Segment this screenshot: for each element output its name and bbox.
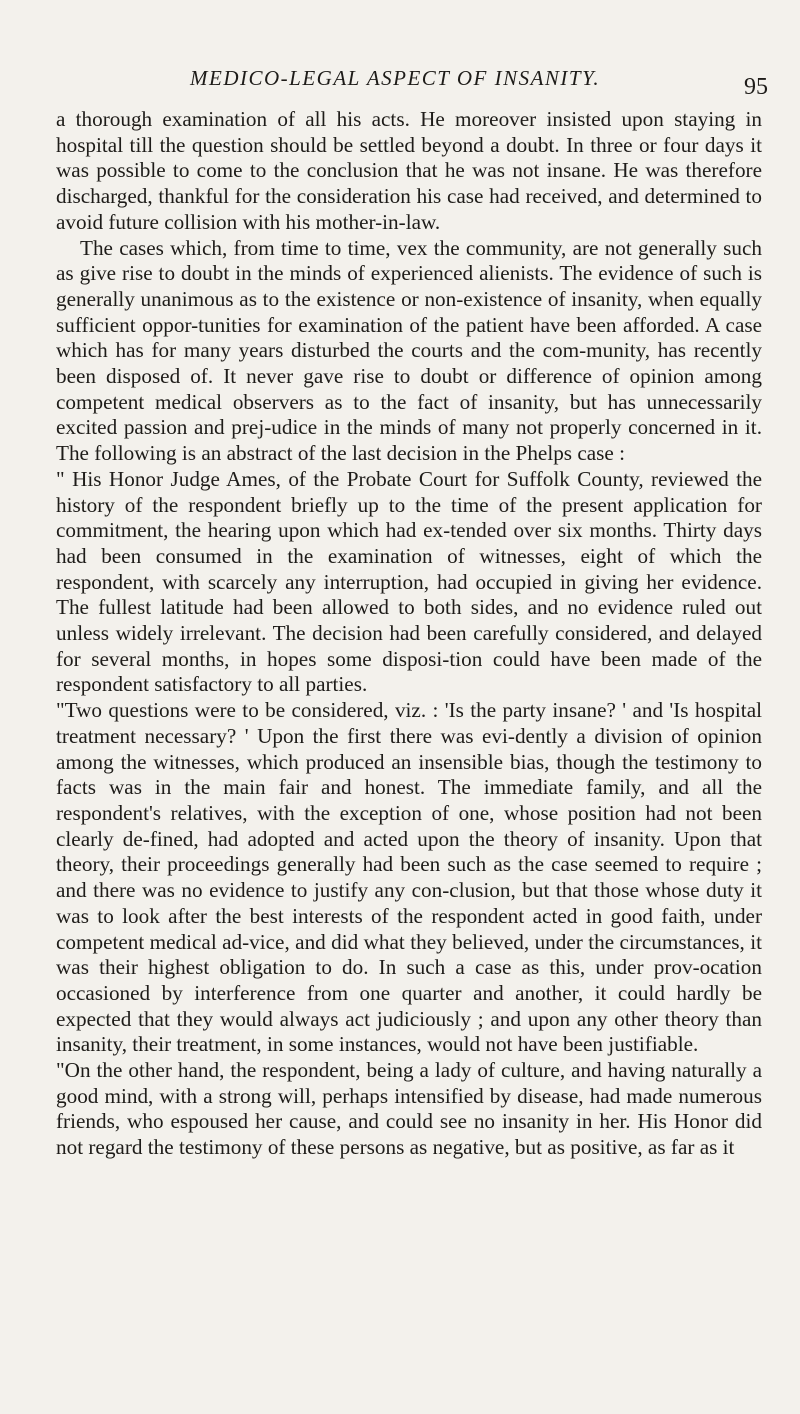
paragraph-other-hand: "On the other hand, the respondent, being a lady of culture, and having naturally a good mind, with a strong will, perhaps intensified by disease, had made numerous friends, who espoused her cause, and could see no insanity in her. His Honor did not regard the testimony of these persons as negative, but as positive, as far as it <box>56 1058 762 1160</box>
paragraph-two-questions: "Two questions were to be considered, viz. : 'Is the party insane? ' and 'Is hospital treatment necessary? ' Upon the first there was evi-dently a division of opinion among the witnesses, which produced an insensible bias, though the testimony to facts was in the main fair and honest. The immediate family, and all the respondent's relatives, with the exception of one, whose position had not been clearly de-fined, had adopted and acted upon the theory of insanity. Upon that theory, their proceedings generally had been such as the case seemed to require ; and there was no evidence to justify any con-clusion, but that those whose duty it was to look after the best interests of the respondent acted in good faith, under competent medical ad-vice, and did what they believed, under the circumstances, it was their highest obligation to do. In such a case as this, under prov-ocation occasioned by interference from one quarter and another, it could hardly be expected that they would always act judiciously ; and upon any other theory than insanity, their treatment, in some instances, would not have been justifiable. <box>56 698 762 1057</box>
running-title: MEDICO-LEGAL ASPECT OF INSANITY. <box>190 66 601 90</box>
paragraph-continuation: a thorough examination of all his acts. He moreover insisted upon staying in hospital till the question should be settled beyond a doubt. In three or four days it was possible to come to the conclusion that he was not insane. He was therefore discharged, thankful for the consideration his case had received, and determined to avoid future collision with his mother-in-law. <box>56 107 762 234</box>
paragraph-judge-ames: " His Honor Judge Ames, of the Probate Court for Suffolk County, reviewed the history of the respondent briefly up to the time of the present application for commitment, the hearing upon which had ex-tended over six months. Thirty days had been consumed in the examination of witnesses, eight of which the respondent, with scarcely any interruption, had occupied in giving her evidence. The fullest latitude had been allowed to both sides, and no evidence ruled out unless widely irrelevant. The decision had been carefully considered, and delayed for several months, in hopes some disposi-tion could have been made of the respondent satisfactory to all parties. <box>56 466 762 697</box>
paragraph-cases: The cases which, from time to time, vex the community, are not generally such as give rise to doubt in the minds of experienced alienists. The evidence of such is generally unanimous as to the existence or non-existence of insanity, when equally sufficient oppor-tunities for examination of the patient have been afforded. A case which has for many years disturbed the courts and the com-munity, has recently been disposed of. It never gave rise to doubt or difference of opinion among competent medical observers as to the fact of insanity, but has unnecessarily excited passion and prej-udice in the minds of many not properly concerned in it. The following is an abstract of the last decision in the Phelps case : <box>56 235 762 466</box>
running-head <box>0 66 800 98</box>
page-number: 95 <box>744 74 768 100</box>
body-text <box>56 107 762 1161</box>
